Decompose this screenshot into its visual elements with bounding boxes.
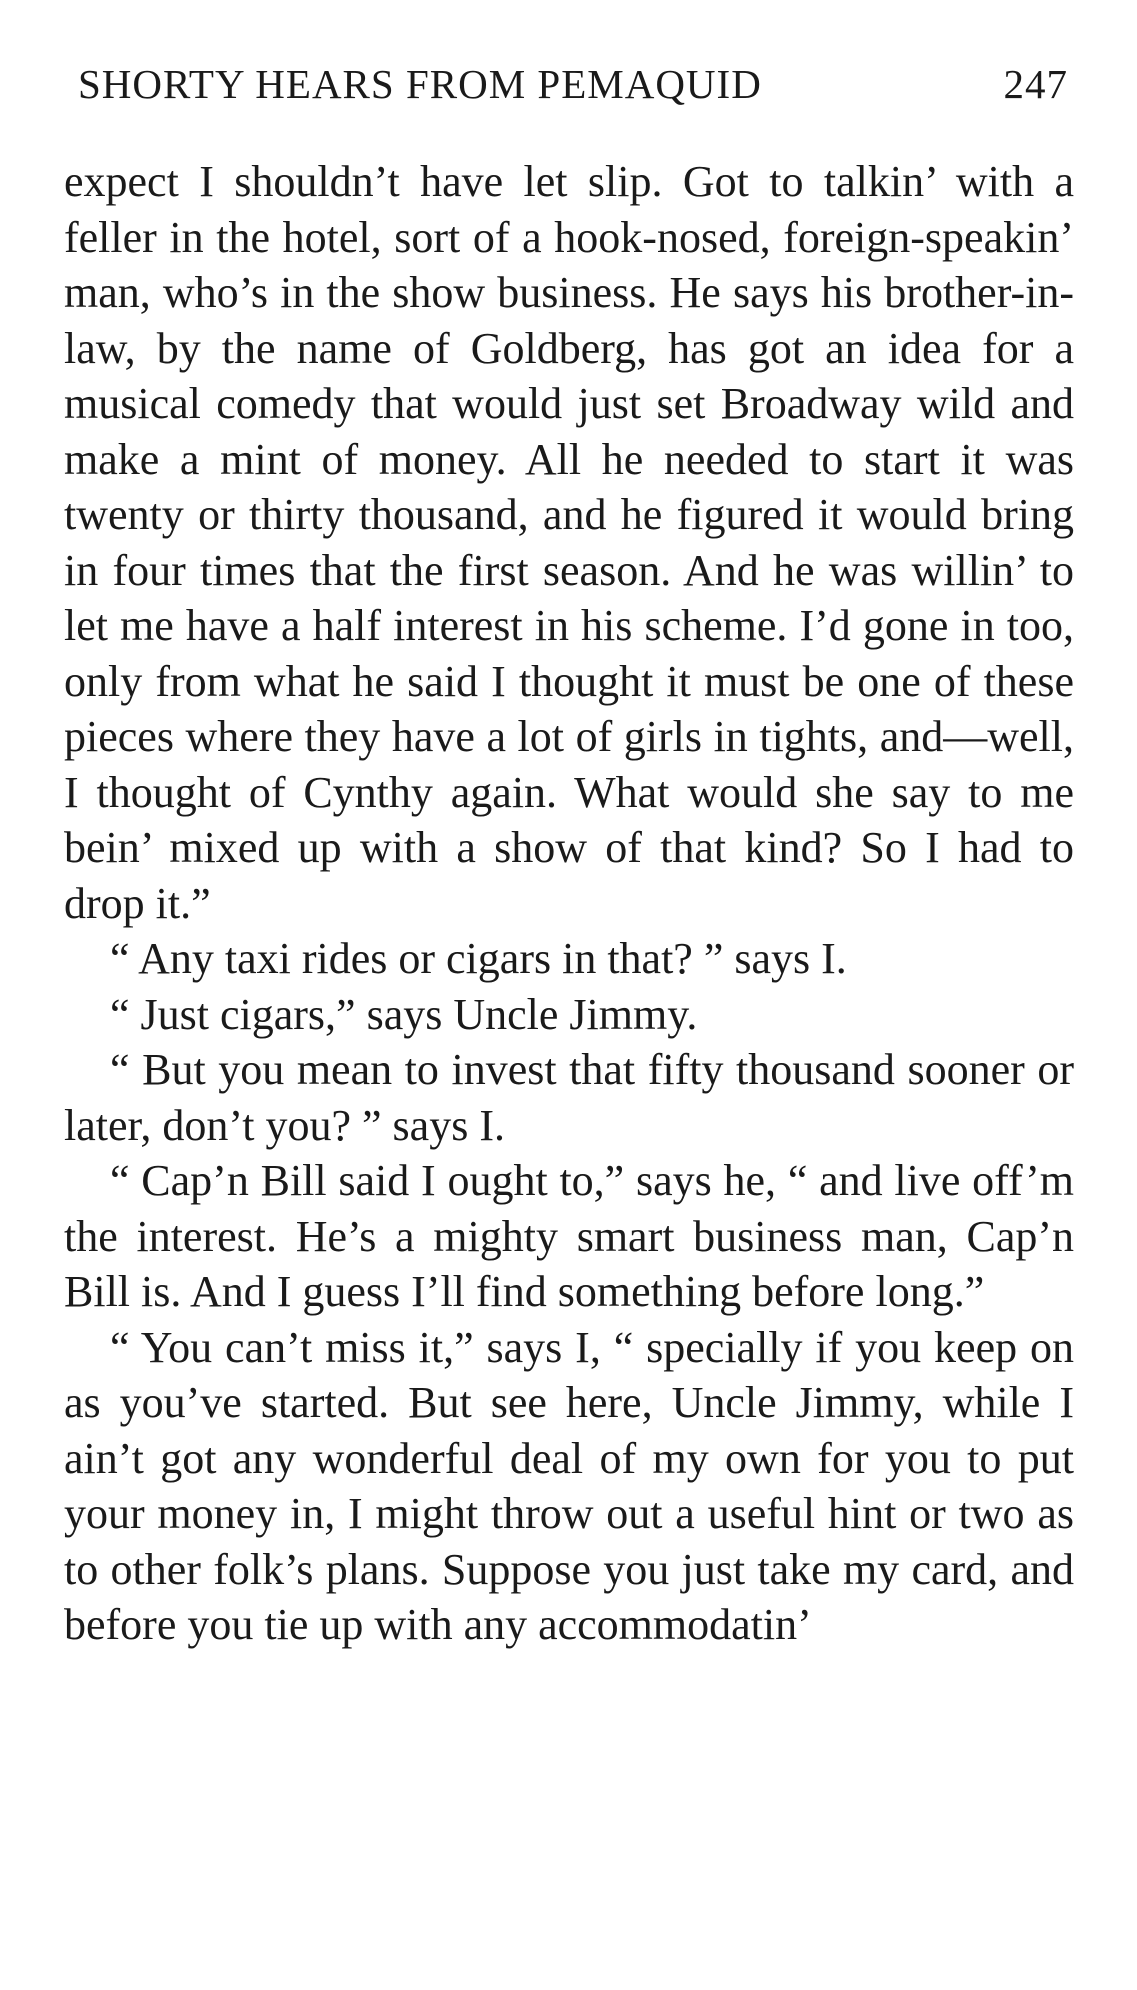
paragraph-dialogue: “ Cap’n Bill said I ought to,” says he, “ and live off’m the interest. He’s a mighty smart business man, Cap’n Bill is. And I guess I’ll find something before long.” bbox=[64, 1156, 1074, 1316]
page-number: 247 bbox=[1003, 61, 1068, 107]
paragraph-dialogue: “ Any taxi rides or cigars in that? ” says I. bbox=[110, 934, 847, 983]
paragraph-dialogue: “ Just cigars,” says Uncle Jimmy. bbox=[110, 989, 698, 1039]
body-text bbox=[64, 154, 1074, 1653]
running-head bbox=[78, 60, 1068, 122]
running-title: SHORTY HEARS FROM PEMAQUID bbox=[78, 61, 762, 107]
paragraph-continuation: expect I shouldn’t have let slip. Got to talkin’ with a feller in the hotel, sort of a hook-nosed, foreign-speakin’ man, who’s in the show business. He says his brother-in-law, by the name of Goldberg, has got an idea for a musical comedy that would just set Broadway wild and make a mint of money. All he needed to start it was twenty or thirty thousand, and he figured it would bring in four times that the first season. And he was willin’ to let me have a half interest in his scheme. I’d gone in too, only from what he said I thought it must be one of these pieces where they have a lot of girls in tights, and—well, I thought of Cynthy again. What would she say to me bein’ mixed up with a show of that kind? So I had to drop it.” bbox=[64, 157, 1074, 928]
paragraph-dialogue: “ You can’t miss it,” says I, “ specially if you keep on as you’ve started. But see here, Uncle Jimmy, while I ain’t got any wonderful deal of my own for you to put your money in, I might throw out a useful hint or two as to other folk’s plans. Suppose you just take my card, and before you tie up with any accommodatin’ bbox=[64, 1322, 1074, 1649]
paragraph-dialogue: “ But you mean to invest that fifty thousand sooner or later, don’t you? ” says I. bbox=[64, 1045, 1074, 1150]
